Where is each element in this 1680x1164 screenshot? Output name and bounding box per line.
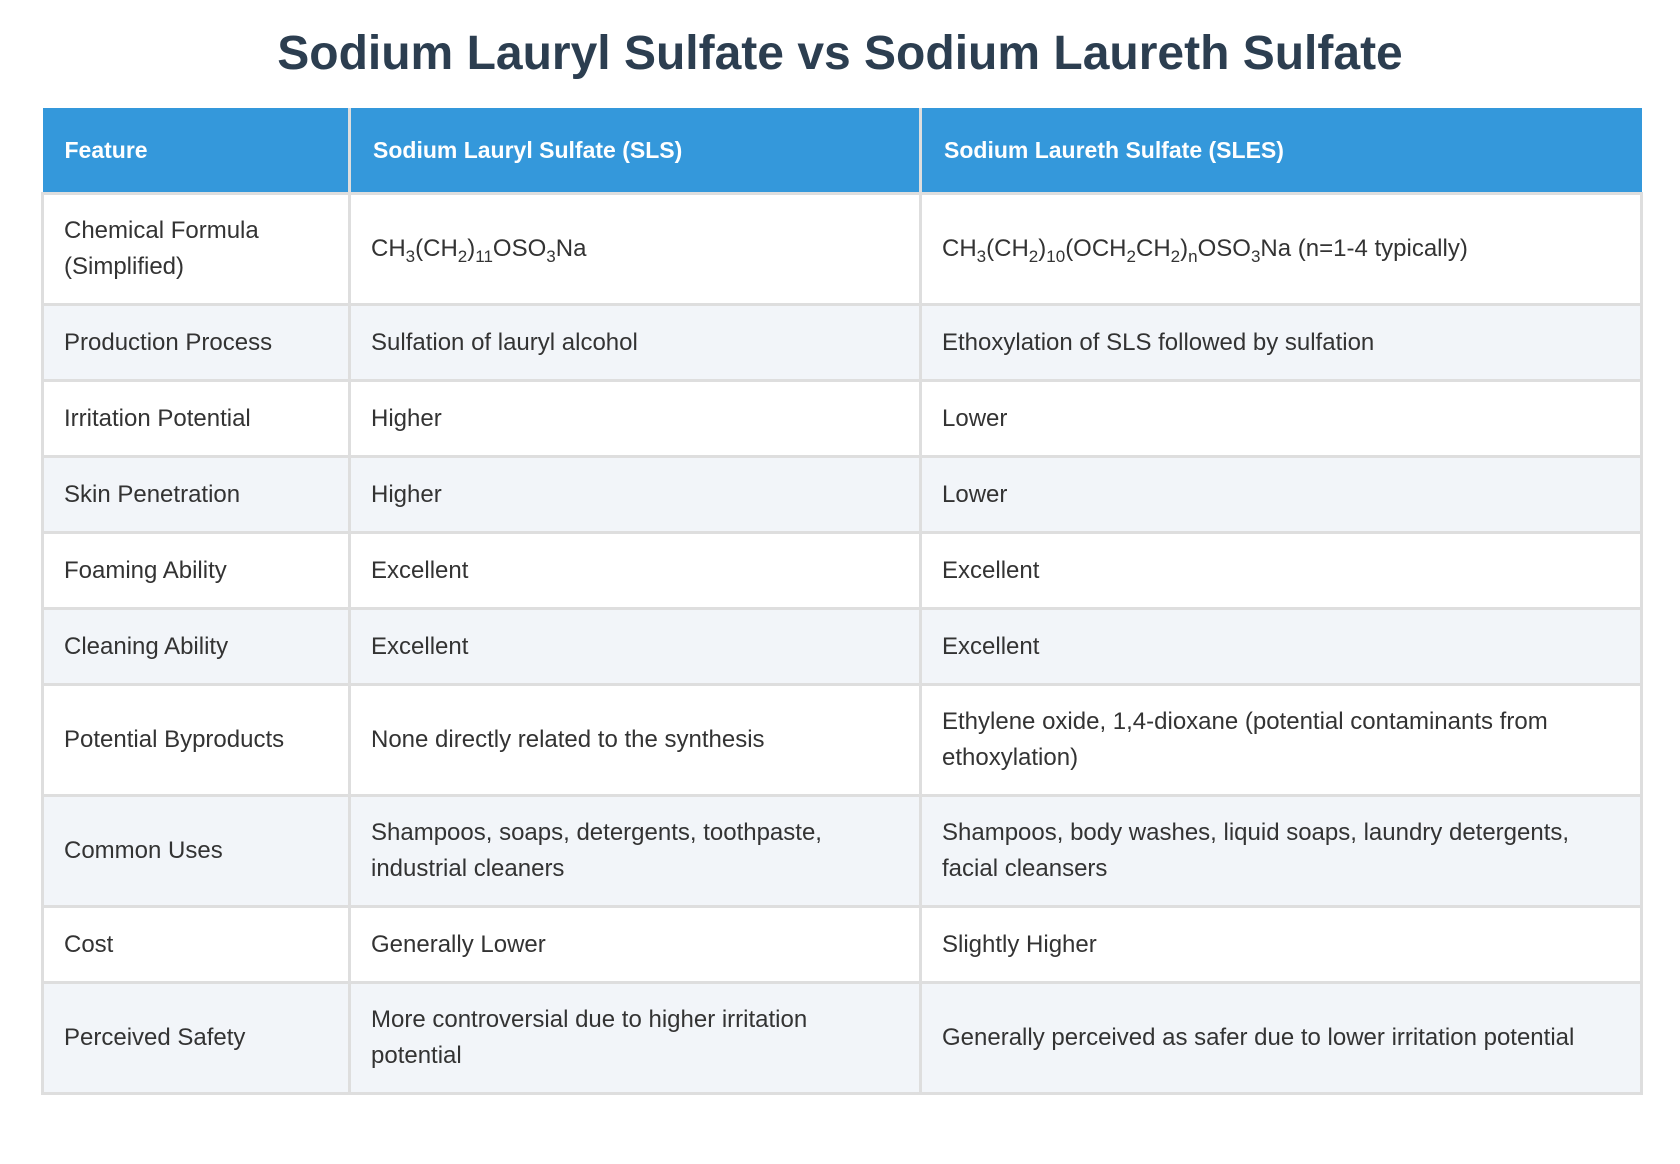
table-body bbox=[43, 194, 1642, 1094]
formula-part: Na (n=1-4 typically) bbox=[1260, 235, 1468, 262]
table-row-production-process bbox=[43, 305, 1642, 381]
formula-subscript: 3 bbox=[405, 247, 416, 266]
formula-subscript: 2 bbox=[1028, 247, 1039, 266]
cell-feature: Perceived Safety bbox=[43, 983, 350, 1094]
formula-subscript: 3 bbox=[976, 247, 987, 266]
formula-part: ) bbox=[1038, 235, 1047, 262]
formula-part: ) bbox=[467, 235, 476, 262]
formula-subscript: 2 bbox=[457, 247, 468, 266]
formula-part: Na bbox=[555, 235, 587, 262]
cell-feature: Skin Penetration bbox=[43, 457, 350, 533]
table-row-chemical-formula bbox=[43, 194, 1642, 305]
cell-sles: Generally perceived as safer due to lower irritation potential bbox=[921, 983, 1642, 1094]
comparison-table bbox=[41, 108, 1643, 1095]
cell-sls: Higher bbox=[350, 381, 921, 457]
cell-sls: Sulfation of lauryl alcohol bbox=[350, 305, 921, 381]
table-header bbox=[43, 108, 1642, 194]
header-feature: Feature bbox=[43, 108, 350, 194]
cell-sls: Excellent bbox=[350, 609, 921, 685]
cell-sles: Shampoos, body washes, liquid soaps, laundry detergents, facial cleansers bbox=[921, 796, 1642, 907]
header-row bbox=[43, 108, 1642, 194]
cell-feature: Irritation Potential bbox=[43, 381, 350, 457]
cell-sls: Excellent bbox=[350, 533, 921, 609]
cell-sls: None directly related to the synthesis bbox=[350, 685, 921, 796]
formula-subscript: 2 bbox=[1170, 247, 1181, 266]
formula-part: CH bbox=[371, 235, 406, 262]
cell-sls-formula bbox=[350, 194, 921, 305]
formula-part: OSO bbox=[492, 235, 547, 262]
formula-part: (CH bbox=[415, 235, 458, 262]
cell-sles: Lower bbox=[921, 381, 1642, 457]
table-row-foaming-ability bbox=[43, 533, 1642, 609]
cell-feature: Cleaning Ability bbox=[43, 609, 350, 685]
formula-subscript: 3 bbox=[546, 247, 556, 266]
formula-part: (OCH bbox=[1065, 235, 1127, 262]
cell-feature: Chemical Formula (Simplified) bbox=[43, 194, 350, 305]
formula-part: CH bbox=[1135, 235, 1171, 262]
page-title: Sodium Lauryl Sulfate vs Sodium Laureth Sulfate bbox=[277, 27, 1403, 80]
table-row-perceived-safety bbox=[43, 983, 1642, 1094]
cell-sls: More controversial due to higher irritation potential bbox=[350, 983, 921, 1094]
table-row-skin-penetration bbox=[43, 457, 1642, 533]
formula-subscript: 2 bbox=[1126, 247, 1136, 266]
cell-sles: Excellent bbox=[921, 609, 1642, 685]
cell-sls: Generally Lower bbox=[350, 907, 921, 983]
cell-feature: Potential Byproducts bbox=[43, 685, 350, 796]
table-row-cost bbox=[43, 907, 1642, 983]
cell-feature: Foaming Ability bbox=[43, 533, 350, 609]
formula-subscript: 3 bbox=[1250, 247, 1261, 266]
formula-part: CH bbox=[942, 235, 977, 262]
cell-feature: Cost bbox=[43, 907, 350, 983]
formula-subscript: 11 bbox=[475, 247, 493, 266]
cell-sles: Excellent bbox=[921, 533, 1642, 609]
header-sls: Sodium Lauryl Sulfate (SLS) bbox=[350, 108, 921, 194]
formula-part: ) bbox=[1180, 235, 1189, 262]
cell-sles: Ethoxylation of SLS followed by sulfation bbox=[921, 305, 1642, 381]
table-row-common-uses bbox=[43, 796, 1642, 907]
cell-sls: Higher bbox=[350, 457, 921, 533]
table-row-cleaning-ability bbox=[43, 609, 1642, 685]
table-row-irritation-potential bbox=[43, 381, 1642, 457]
cell-sles: Ethylene oxide, 1,4-dioxane (potential contaminants from ethoxylation) bbox=[921, 685, 1642, 796]
cell-sles-formula bbox=[921, 194, 1642, 305]
formula-part: OSO bbox=[1197, 235, 1251, 262]
cell-feature: Common Uses bbox=[43, 796, 350, 907]
formula-subscript: 10 bbox=[1046, 247, 1066, 266]
cell-sles: Lower bbox=[921, 457, 1642, 533]
formula-part: (CH bbox=[986, 235, 1029, 262]
cell-sles: Slightly Higher bbox=[921, 907, 1642, 983]
cell-feature: Production Process bbox=[43, 305, 350, 381]
cell-sls: Shampoos, soaps, detergents, toothpaste, industrial cleaners bbox=[350, 796, 921, 907]
header-sles: Sodium Laureth Sulfate (SLES) bbox=[921, 108, 1642, 194]
formula-subscript: n bbox=[1188, 247, 1198, 266]
table-row-potential-byproducts bbox=[43, 685, 1642, 796]
